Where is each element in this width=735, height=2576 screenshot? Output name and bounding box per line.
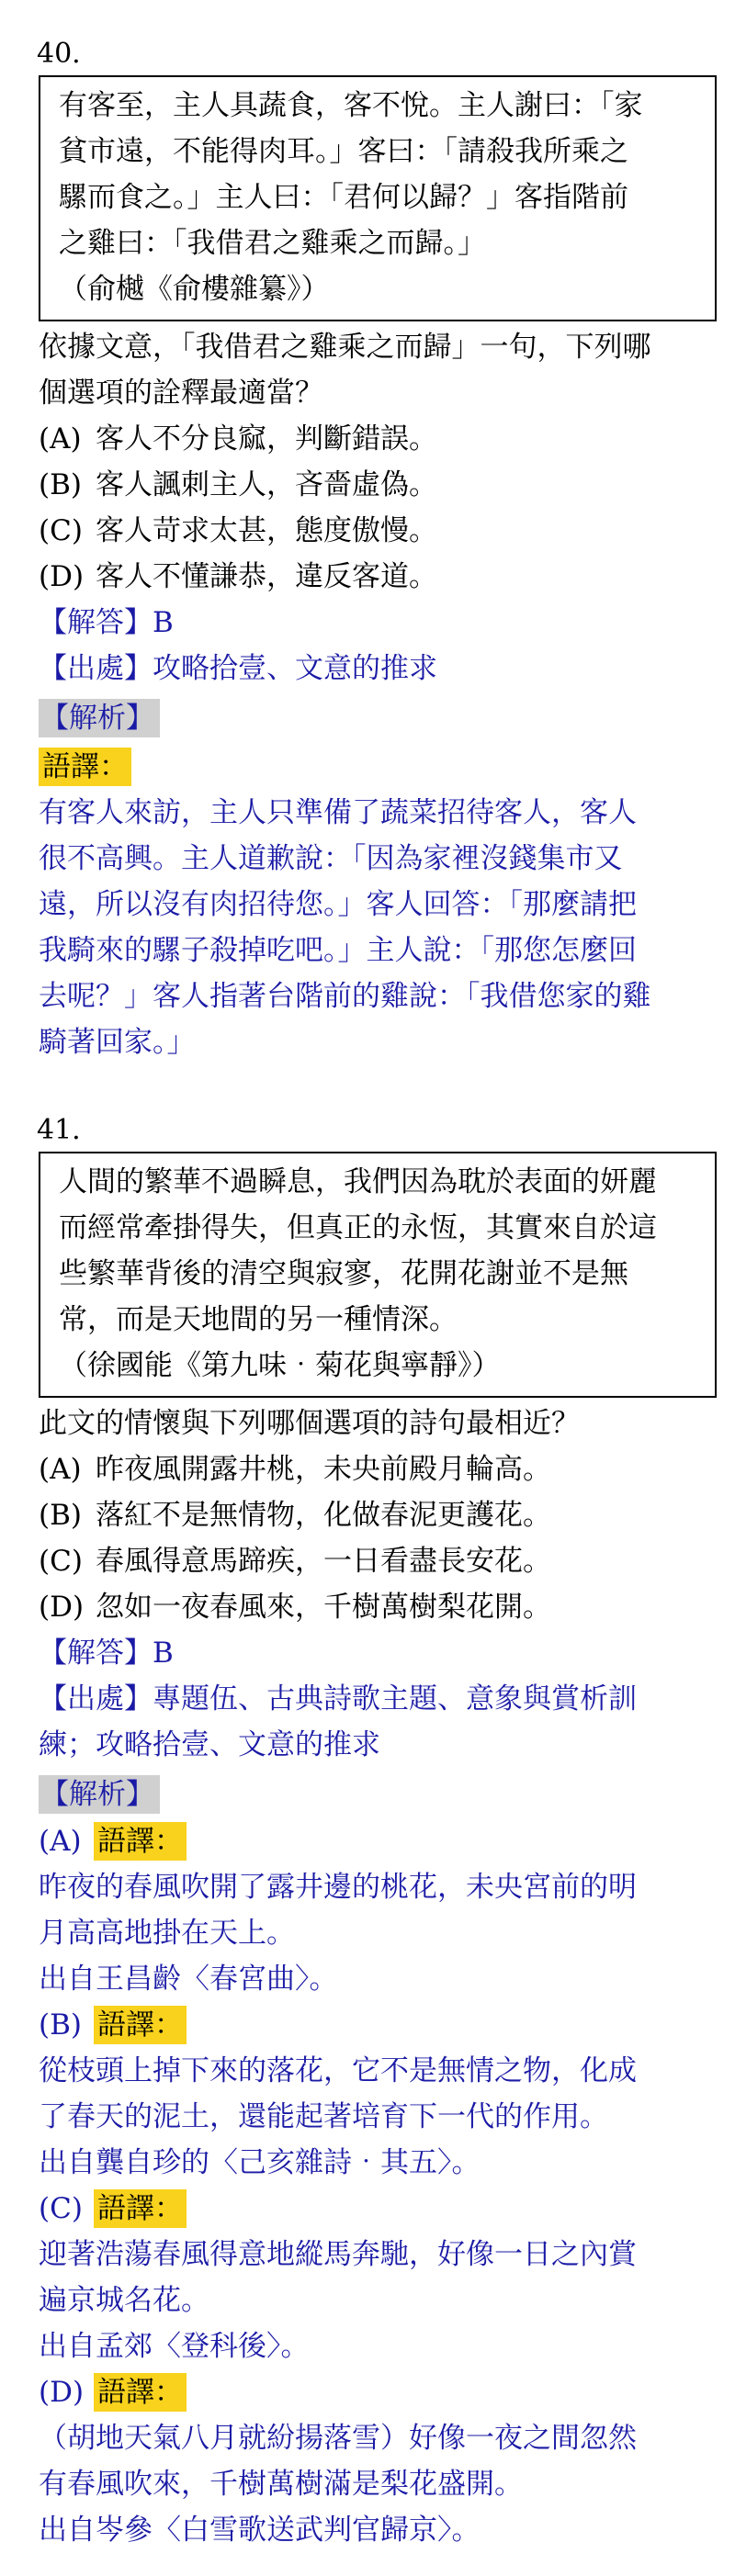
answer-line: [39, 600, 174, 646]
question-number: 40.: [37, 38, 81, 70]
translation-label: 語譯：: [94, 1822, 187, 1861]
translation-line: 我騎來的騾子殺掉吃吧。」主人說：「那您怎麼回: [39, 934, 637, 967]
analysis-label: 【解析】: [39, 1775, 160, 1814]
option-label: (B): [39, 468, 82, 501]
translation-line: 有客人來訪，主人只準備了蔬菜招待客人，客人: [39, 796, 637, 829]
explanation-source: 出自龔自珍的〈己亥雜詩‧其五〉。: [39, 2146, 481, 2179]
origin-line: [39, 646, 437, 692]
passage-line: 些繁華背後的清空與寂寥，花開花謝並不是無: [59, 1257, 628, 1290]
explanation-line: 有春風吹來，千樹萬樹滿是梨花盛開。: [39, 2468, 523, 2501]
option-label: (B): [39, 1499, 82, 1532]
analysis-header: [39, 1772, 160, 1817]
explanation-label: (D): [39, 2376, 85, 2409]
explanation-b-header: [39, 2002, 187, 2048]
question-stem: 個選項的詮釋最適當？: [39, 377, 323, 410]
explanation-a-header: [39, 1818, 187, 1864]
translation-header: [39, 744, 131, 790]
passage-box: [39, 1152, 717, 1398]
passage-line: 騾而食之。」主人曰：「君何以歸？」客指階前: [59, 181, 628, 214]
origin-text: 專題伍、古典詩歌主題、意象與賞析訓: [153, 1682, 637, 1715]
option-d: [39, 554, 437, 600]
translation-label: 語譯：: [94, 2006, 187, 2044]
option-c: [39, 1538, 551, 1584]
answer-value: B: [153, 606, 174, 639]
answer-label: 【解答】: [39, 606, 153, 639]
explanation-label: (B): [39, 2008, 82, 2042]
passage-line: 而經常牽掛得失，但真正的永恆，其實來自於這: [59, 1211, 657, 1244]
explanation-line: （胡地天氣八月就紛揚落雪）好像一夜之間忽然: [39, 2422, 637, 2455]
option-b: [39, 462, 437, 508]
translation-line: 去呢？」客人指著台階前的雞說：「我借您家的雞: [39, 980, 651, 1013]
option-label: (A): [39, 1453, 82, 1486]
origin-text: 攻略拾壹、文意的推求: [153, 652, 437, 685]
answer-value: B: [153, 1637, 174, 1670]
option-text: 忽如一夜春風來，千樹萬樹梨花開。: [96, 1591, 551, 1624]
option-b: [39, 1492, 551, 1538]
origin-line: [39, 1676, 637, 1722]
option-text: 落紅不是無情物，化做春泥更護花。: [96, 1499, 551, 1532]
option-label: (D): [39, 560, 85, 593]
explanation-line: 迎著浩蕩春風得意地縱馬奔馳，好像一日之內賞: [39, 2238, 637, 2271]
option-label: (D): [39, 1591, 85, 1624]
question-stem: 依據文意，「我借君之雞乘之而歸」一句，下列哪: [39, 331, 651, 364]
option-text: 客人苛求太甚，態度傲慢。: [96, 514, 437, 547]
question-number: 41.: [37, 1114, 81, 1146]
passage-line: 人間的繁華不過瞬息，我們因為耽於表面的妍麗: [59, 1165, 657, 1198]
passage-source: （俞樾《俞樓雜纂》）: [59, 273, 330, 306]
explanation-d-header: [39, 2369, 187, 2415]
explanation-label: (A): [39, 1825, 82, 1858]
origin-line: 練；攻略拾壹、文意的推求: [39, 1728, 380, 1761]
option-text: 昨夜風開露井桃，未央前殿月輪高。: [96, 1453, 551, 1486]
option-text: 客人不懂謙恭，違反客道。: [96, 560, 437, 593]
explanation-source: 出自岑參〈白雪歌送武判官歸京〉。: [39, 2514, 481, 2547]
translation-line: 遠，所以沒有肉招待您。」客人回答：「那麼請把: [39, 888, 637, 921]
origin-label: 【出處】: [39, 652, 153, 685]
translation-line: 很不高興。主人道歉說：「因為家裡沒錢集市又: [39, 842, 623, 875]
passage-line: 有客至，主人具蔬食，客不悅。主人謝曰：「家: [59, 89, 643, 122]
analysis-header: [39, 695, 160, 741]
option-text: 客人諷刺主人，吝嗇虛偽。: [96, 468, 437, 501]
analysis-label: 【解析】: [39, 699, 160, 737]
translation-line: 騎著回家。」: [39, 1026, 196, 1059]
explanation-line: 了春天的泥土，還能起著培育下一代的作用。: [39, 2100, 608, 2133]
translation-label: 語譯：: [94, 2189, 187, 2228]
option-label: (C): [39, 1545, 83, 1578]
option-label: (A): [39, 422, 82, 456]
explanation-line: 昨夜的春風吹開了露井邊的桃花，未央宮前的明: [39, 1871, 637, 1904]
translation-label: 語譯：: [39, 748, 131, 786]
answer-label: 【解答】: [39, 1637, 153, 1670]
passage-line: 常，而是天地間的另一種情深。: [59, 1303, 458, 1336]
option-a: [39, 1446, 551, 1492]
explanation-source: 出自孟郊〈登科後〉。: [39, 2330, 310, 2363]
explanation-c-header: [39, 2186, 187, 2232]
option-c: [39, 508, 437, 554]
explanation-line: 從枝頭上掉下來的落花，它不是無情之物，化成: [39, 2054, 637, 2087]
passage-line: 之雞曰：「我借君之雞乘之而歸。」: [59, 227, 486, 260]
passage-box: [39, 75, 717, 321]
question-stem: 此文的情懷與下列哪個選項的詩句最相近？: [39, 1407, 580, 1440]
passage-line: 貧市遠，不能得肉耳。」客曰：「請殺我所乘之: [59, 135, 628, 168]
option-d: [39, 1584, 551, 1630]
explanation-line: 遍京城名花。: [39, 2284, 209, 2317]
option-text: 春風得意馬蹄疾，一日看盡長安花。: [96, 1545, 551, 1578]
passage-source: （徐國能《第九味‧菊花與寧靜》）: [59, 1349, 501, 1382]
answer-line: [39, 1630, 174, 1676]
origin-label: 【出處】: [39, 1682, 153, 1715]
option-label: (C): [39, 514, 83, 547]
translation-label: 語譯：: [94, 2373, 187, 2412]
explanation-line: 月高高地掛在天上。: [39, 1917, 295, 1950]
explanation-label: (C): [39, 2192, 83, 2225]
explanation-source: 出自王昌齡〈春宮曲〉。: [39, 1963, 338, 1996]
option-a: [39, 416, 437, 462]
option-text: 客人不分良窳，判斷錯誤。: [96, 422, 437, 456]
